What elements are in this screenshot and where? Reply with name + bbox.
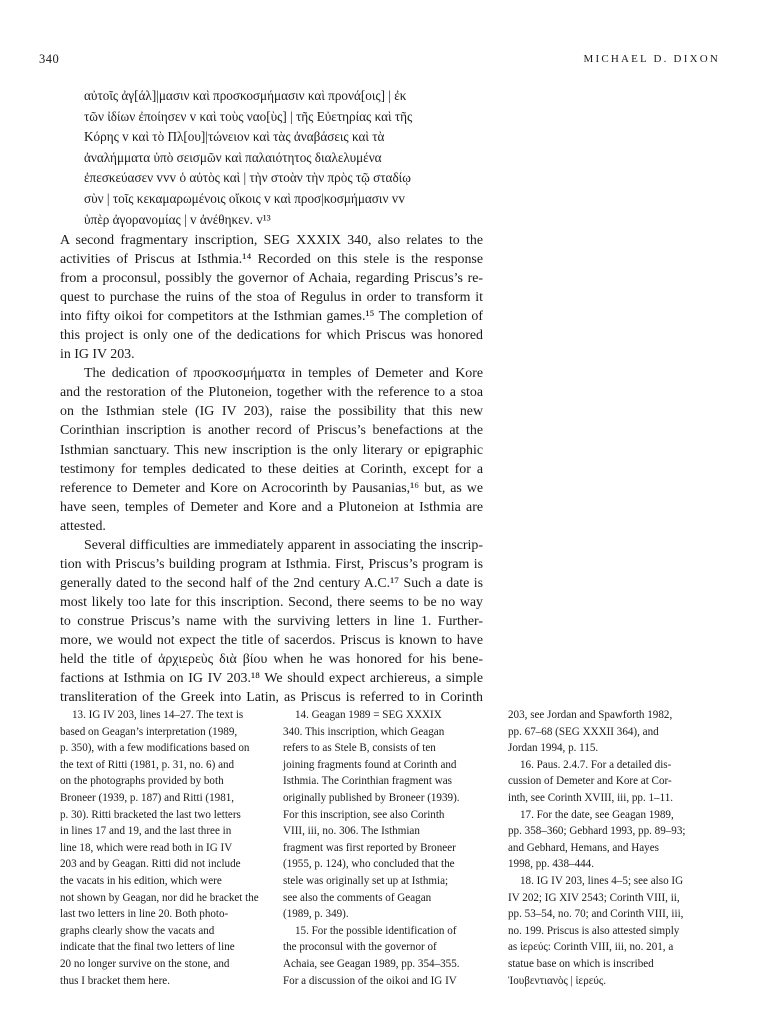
footnote-line: 18. IG IV 203, lines 4–5; see also IG bbox=[520, 874, 684, 887]
footnote-line: no. 199. Priscus is also attested simply bbox=[508, 924, 680, 937]
footnote-line: 15. For the possible identification of bbox=[295, 924, 457, 937]
body-text-line: most likely too late for this inscription. Second, there seems to be no way bbox=[60, 594, 483, 610]
footnote-line: statue base on which is inscribed bbox=[508, 957, 654, 970]
footnote-line: Achaia, see Geagan 1989, pp. 354–355. bbox=[283, 957, 460, 970]
footnote-line: joining fragments found at Corinth and bbox=[283, 758, 457, 771]
greek-inscription-block bbox=[84, 86, 504, 230]
body-text-line: generally dated to the second half of the 2nd century A.C.¹⁷ Such a date is bbox=[60, 575, 483, 591]
body-text-line: and the restoration of the Plutoneion, together with the reference to a stoa bbox=[60, 385, 483, 401]
footnote-line: Jordan 1994, p. 115. bbox=[508, 742, 599, 755]
body-text-line: tion with Priscus’s building program at Isthmia. First, Priscus’s program is bbox=[60, 556, 483, 572]
footnote-line: last two letters in line 20. Both photo- bbox=[60, 908, 229, 921]
greek-text-line: αὐτοῖς ἀγ[άλ]|μασιν καὶ προσκοσμήμασιν καὶ προνά[οις] | ἐκ bbox=[84, 88, 407, 103]
footnotes-column-3 bbox=[508, 707, 708, 989]
footnote-line: see also the comments of Geagan bbox=[283, 891, 432, 904]
footnote-line: as ἱερεύς: Corinth VIII, iii, no. 201, a bbox=[508, 941, 674, 954]
greek-text-line: σὺν | τοῖς κεκαμαρωμένοις οἴκοις v καὶ προσ|κοσμήμασιν vv bbox=[84, 190, 405, 206]
footnote-line: pp. 358–360; Gebhard 1993, pp. 89–93; bbox=[508, 825, 686, 838]
footnote-line: pp. 67–68 (SEG XXXII 364), and bbox=[508, 725, 659, 738]
footnote-line: the vacats in his edition, which were bbox=[60, 874, 222, 887]
body-text-line: in IG IV 203. bbox=[60, 347, 135, 363]
footnote-line: and Gebhard, Hemans, and Hayes bbox=[508, 841, 659, 854]
body-text bbox=[60, 231, 483, 707]
footnote-line: p. 350), with a few modifications based on bbox=[60, 742, 250, 755]
footnote-line: originally published by Broneer (1939). bbox=[283, 791, 460, 804]
footnote-line: cussion of Demeter and Kore at Cor- bbox=[508, 775, 672, 788]
footnote-line: the proconsul with the governor of bbox=[283, 941, 437, 954]
greek-text-line: ὑπὲρ ἀγορανομίας | v ἀνέθηκεν. v¹³ bbox=[84, 211, 271, 227]
body-text-line: A second fragmentary inscription, SEG XXXIX 340, also relates to the bbox=[60, 233, 483, 248]
footnote-line: For a discussion of the oikoi and IG IV bbox=[283, 974, 457, 987]
footnote-line: inth, see Corinth XVIII, iii, pp. 1–11. bbox=[508, 791, 674, 804]
body-text-line: from a proconsul, possibly the governor of Achaia, regarding Priscus’s re- bbox=[60, 271, 483, 287]
footnote-line: 13. IG IV 203, lines 14–27. The text is bbox=[72, 709, 244, 721]
page-number: 340 bbox=[39, 52, 60, 66]
body-text-line: this project is only one of the dedications for which Priscus was honored bbox=[60, 328, 483, 344]
body-text-line: transliteration of the Greek into Latin, as Priscus is referred to in Corinth bbox=[60, 690, 483, 706]
body-text-line: more, we would not expect the title of sacerdos. Priscus is known to have bbox=[60, 632, 483, 648]
footnote-line: 203, see Jordan and Spawforth 1982, bbox=[508, 709, 673, 721]
body-text-line: reference to Demeter and Kore on Acrocorinth by Pausanias,¹⁶ but, as we bbox=[60, 480, 483, 496]
footnote-line: line 18, which were read both in IG IV bbox=[60, 841, 233, 854]
body-text-line: quest to purchase the ruins of the stoa of Regulus in order to transform it bbox=[60, 290, 483, 306]
greek-text-line: τῶν ἰδίων ἐποίησεν v καὶ τοὺς ναο[ὺς] | τῆς Εὐετηρίας καὶ τῆς bbox=[84, 108, 413, 124]
footnote-line: not shown by Geagan, nor did he bracket the bbox=[60, 891, 259, 904]
greek-text-line: ἀναλήμματα ὑπὸ σεισμῶν καὶ παλαιότητος διαλελυμένα bbox=[84, 149, 382, 165]
body-text-line: Corinthian inscription is another record of Priscus’s benefactions at the bbox=[60, 423, 483, 439]
body-text-line: activities of Priscus at Isthmia.¹⁴ Recorded on this stele is the response bbox=[60, 252, 483, 268]
body-text-line: attested. bbox=[60, 518, 106, 534]
body-text-line: factions at Isthmia on IG IV 203.¹⁸ We should expect archiereus, a simple bbox=[60, 671, 483, 687]
greek-text-line: ἐπεσκεύασεν vvv ὁ αὐτὸς καὶ | τὴν στοὰν τὴν πρὸς τῷ σταδίῳ bbox=[84, 170, 411, 186]
body-text-line: held the title of ἀρχιερεὺς διὰ βίου when he was honored for his bene- bbox=[60, 652, 483, 668]
body-text-line: on the Isthmian stele (IG IV 203), raise the possibility that this new bbox=[60, 404, 483, 420]
footnote-line: graphs clearly show the vacats and bbox=[60, 924, 215, 937]
footnote-line: 340. This inscription, which Geagan bbox=[283, 725, 445, 738]
running-head: MICHAEL D. DIXON bbox=[583, 53, 720, 65]
footnote-line: Ἰουβεντιανὸς | ἱερεύς. bbox=[508, 974, 607, 987]
footnote-line: thus I bracket them here. bbox=[60, 974, 170, 987]
body-text-line: to construe Priscus’s name with the surviving letters in line 1. Further- bbox=[60, 613, 483, 629]
footnote-line: stele was originally set up at Isthmia; bbox=[283, 874, 449, 887]
footnote-line: in lines 17 and 19, and the last three in bbox=[60, 825, 232, 838]
footnote-line: 1998, pp. 438–444. bbox=[508, 858, 594, 871]
body-text-line: Several difficulties are immediately apparent in associating the inscrip- bbox=[84, 537, 483, 553]
footnote-line: (1955, p. 124), who concluded that the bbox=[283, 858, 455, 871]
footnote-line: 203 and by Geagan. Ritti did not include bbox=[60, 858, 241, 871]
footnote-line: Broneer (1939, p. 187) and Ritti (1981, bbox=[60, 791, 235, 804]
footnote-line: fragment was first reported by Broneer bbox=[283, 841, 456, 854]
footnote-line: refers to as Stele B, consists of ten bbox=[283, 742, 436, 755]
greek-text-line: Κόρης v καὶ τὸ Πλ[ου]|τώνειον καὶ τὰς ἀναβάσεις καὶ τὰ bbox=[84, 129, 385, 145]
footnotes-column-2 bbox=[283, 707, 488, 989]
footnote-line: 20 no longer survive on the stone, and bbox=[60, 957, 230, 970]
footnote-line: VIII, iii, no. 306. The Isthmian bbox=[283, 825, 420, 838]
footnote-line: 14. Geagan 1989 = SEG XXXIX bbox=[295, 709, 442, 721]
footnotes-column-1 bbox=[60, 707, 265, 989]
footnote-line: based on Geagan’s interpretation (1989, bbox=[60, 725, 238, 738]
footnote-line: Isthmia. The Corinthian fragment was bbox=[283, 775, 452, 788]
footnote-line: p. 30). Ritti bracketed the last two letters bbox=[60, 808, 241, 821]
body-text-line: have seen, temples of Demeter and Kore and a Plutoneion at Isthmia are bbox=[60, 499, 483, 515]
body-text-line: The dedication of προσκοσμήματα in temples of Demeter and Kore bbox=[84, 366, 483, 382]
footnote-line: (1989, p. 349). bbox=[283, 908, 349, 921]
footnote-line: pp. 53–54, no. 70; and Corinth VIII, iii, bbox=[508, 908, 684, 921]
footnote-line: IV 202; IG XIV 2543; Corinth VIII, ii, bbox=[508, 891, 680, 904]
footnote-line: indicate that the final two letters of line bbox=[60, 941, 235, 954]
body-text-line: into fifty oikoi for competitors at the Isthmian games.¹⁵ The completion of bbox=[60, 309, 483, 325]
body-text-line: Isthmian sanctuary. This new inscription is the only literary or epigraphic bbox=[60, 442, 483, 458]
footnote-line: 16. Paus. 2.4.7. For a detailed dis- bbox=[520, 758, 672, 771]
footnote-line: For this inscription, see also Corinth bbox=[283, 808, 445, 821]
footnote-line: the text of Ritti (1981, p. 31, no. 6) and bbox=[60, 758, 235, 771]
footnote-line: on the photographs provided by both bbox=[60, 775, 224, 788]
footnote-line: 17. For the date, see Geagan 1989, bbox=[520, 808, 674, 821]
body-text-line: testimony for temples dedicated to these deities at Corinth, except for a bbox=[60, 461, 483, 477]
